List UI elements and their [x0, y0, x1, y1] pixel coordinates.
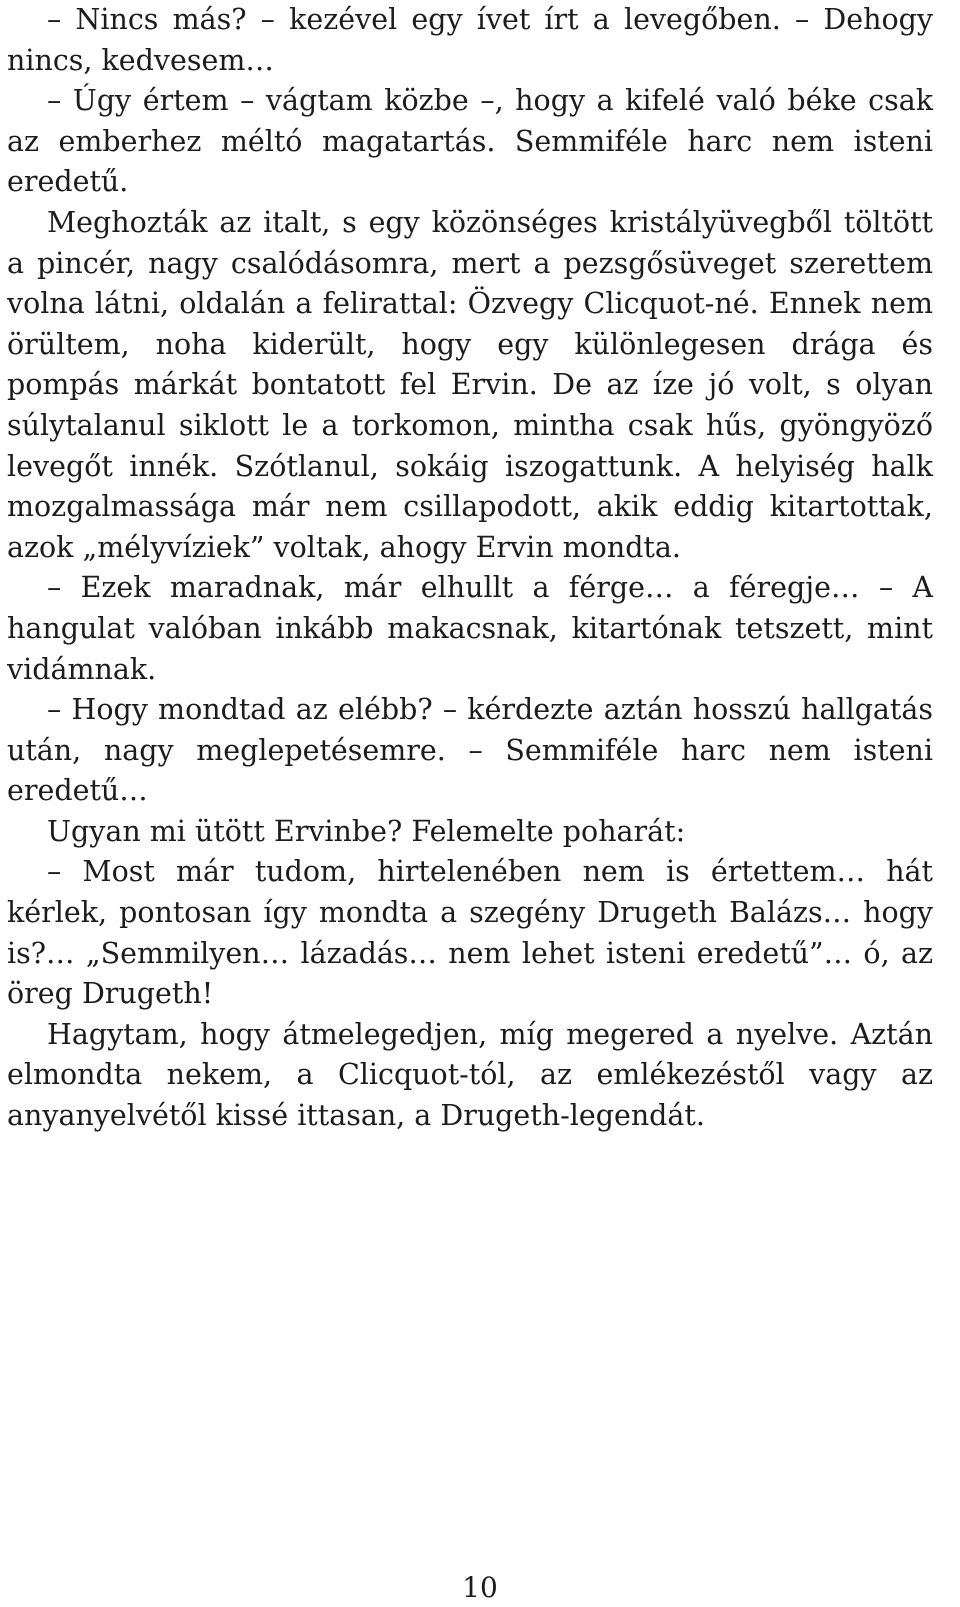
paragraph-8: Hagytam, hogy átmelegedjen, míg megered a nyelve. Aztán elmondta nekem, a Clicquot-tól, az emlékezéstől vagy az anyanyelvétől kissé ittasan, a Drugeth-legendát.: [7, 1017, 933, 1133]
paragraph-6: Ugyan mi ütött Ervinbe? Felemelte poharát:: [47, 814, 686, 848]
paragraph-7: – Most már tudom, hirtelenében nem is értettem… hát kérlek, pontosan így mondta a szegény Drugeth Balázs… hogy is?… „Semmilyen… lázadás… nem lehet isteni eredetű”… ó, az öreg Drugeth!: [7, 855, 933, 1011]
paragraph-4: – Ezek maradnak, már elhullt a férge… a féregje… – A hangulat valóban inkább makacsnak, kitartónak tetszett, mint vidámnak.: [7, 571, 933, 686]
paragraph-5: – Hogy mondtad az elébb? – kérdezte aztán hosszú hallgatás után, nagy meglepetésemre. – Semmiféle harc nem isteni eredetű…: [7, 693, 933, 808]
page-number: 10: [462, 1571, 498, 1604]
paragraph-1: – Nincs más? – kezével egy ívet írt a levegőben. – Dehogy nincs, kedvesem…: [7, 3, 933, 77]
paragraph-2: – Úgy értem – vágtam közbe –, hogy a kifelé való béke csak az emberhez méltó magatartás. Semmiféle harc nem isteni eredetű.: [7, 84, 933, 199]
paragraph-3: Meghozták az italt, s egy közönséges kristályüvegből töltött a pincér, nagy csalódásomra, mert a pezsgősüveget szerettem volna látni, oldalán a felirattal: Özvegy Clicquot-né. Ennek nem örültem, noha kiderült, hogy egy különlegesen drága és pompás márkát bontatott fel Ervin. De az íze jó volt, s olyan súlytalanul siklott le a torkomon, mintha csak hűs, gyöngyöző levegőt innék. Szótlanul, sokáig iszogattunk. A helyiség halk mozgalmassága már nem csillapodott, akik eddig kitartottak, azok „mélyvíziek” voltak, ahogy Ervin mondta.: [7, 205, 933, 564]
page-body: [7, 0, 933, 1607]
